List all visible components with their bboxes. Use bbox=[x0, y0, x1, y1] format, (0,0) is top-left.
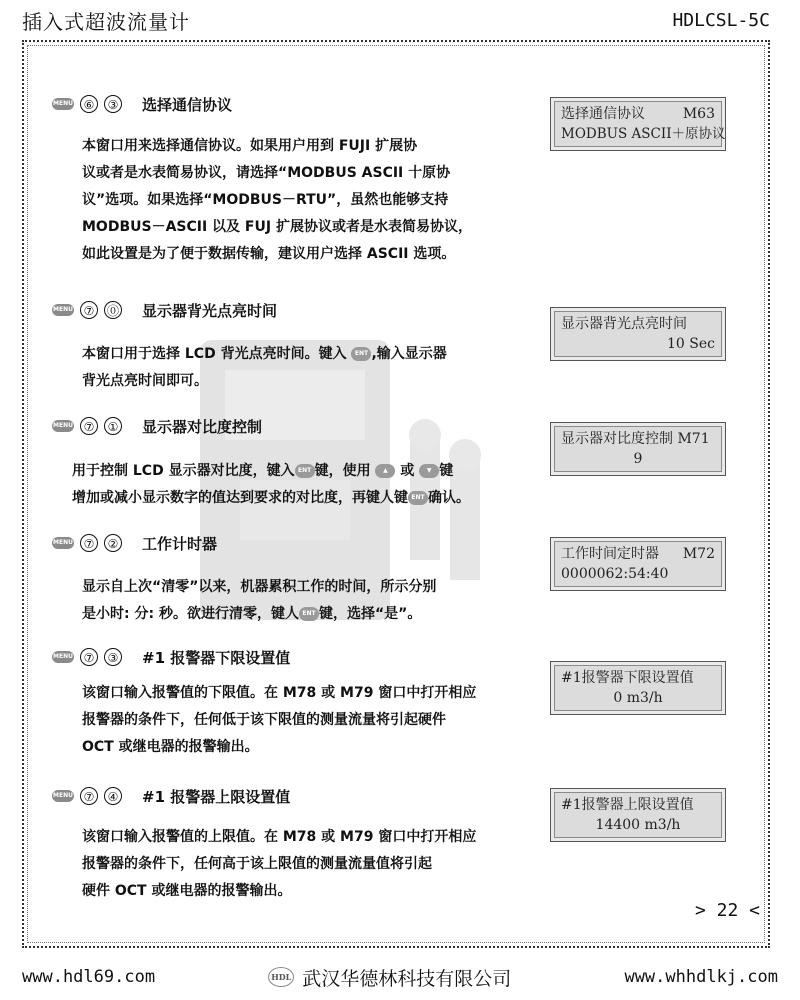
section-title: 选择通信协议 bbox=[142, 95, 233, 114]
desc-text: 增加或减小显示数字的值达到要求的对比度，再键人键 bbox=[72, 490, 408, 506]
desc-line: 议或者是水表简易协议，请选择“MODBUS ASCII 十原协 bbox=[82, 165, 451, 181]
section-description bbox=[82, 680, 476, 761]
lcd-line: 工作时间定时器 bbox=[561, 546, 659, 562]
desc-text: 本窗口用于选择 LCD 背光点亮时间。键入 bbox=[82, 346, 347, 362]
section-description bbox=[82, 133, 472, 268]
section-title: #1 报警器下限设置值 bbox=[142, 648, 291, 667]
section-title: 显示器背光点亮时间 bbox=[142, 301, 278, 320]
digit-7: ⑦ bbox=[80, 534, 98, 552]
digit-0: ⓪ bbox=[104, 301, 122, 319]
section-title: #1 报警器上限设置值 bbox=[142, 787, 291, 806]
footer bbox=[0, 962, 800, 992]
section-head-m73 bbox=[52, 645, 290, 669]
ent-key-icon: ENT bbox=[408, 491, 428, 505]
desc-line: 该窗口输入报警值的下限值。在 M78 或 M79 窗口中打开相应 bbox=[82, 685, 477, 701]
company-name: 武汉华德林科技有限公司 bbox=[302, 967, 512, 990]
desc-line: 硬件 OCT 或继电器的报警输出。 bbox=[82, 883, 292, 899]
section-title: 显示器对比度控制 bbox=[142, 417, 263, 436]
section-description bbox=[82, 341, 447, 395]
digit-7: ⑦ bbox=[80, 301, 98, 319]
desc-text: ,输入显示器 bbox=[371, 346, 447, 362]
lcd-window-code: M63 bbox=[682, 106, 715, 122]
digit-3: ③ bbox=[104, 95, 122, 113]
desc-text: 用于控制 LCD 显示器对比度，键入 bbox=[72, 463, 295, 479]
ent-key-icon: ENT bbox=[295, 464, 315, 478]
desc-line: 该窗口输入报警值的上限值。在 M78 或 M79 窗口中打开相应 bbox=[82, 829, 477, 845]
desc-line: 议”选项。如果选择“MODBUS－RTU”，虽然也能够支持 bbox=[82, 192, 449, 208]
company-logo-icon: HDL bbox=[268, 967, 294, 987]
lcd-display-m71 bbox=[550, 422, 726, 476]
digit-1: ① bbox=[104, 417, 122, 435]
section-description bbox=[82, 824, 476, 905]
lcd-display-m74 bbox=[550, 788, 726, 842]
digit-7: ⑦ bbox=[80, 417, 98, 435]
lcd-line: 9 bbox=[633, 451, 643, 467]
ent-key-icon: ENT bbox=[351, 347, 371, 361]
section-description bbox=[72, 458, 470, 512]
desc-text: 键，选择“是”。 bbox=[318, 606, 422, 622]
menu-key-icon: MENU bbox=[52, 537, 74, 549]
digit-7: ⑦ bbox=[80, 787, 98, 805]
lcd-line: #1报警器下限设置值 bbox=[561, 670, 694, 686]
desc-text: 确认。 bbox=[428, 490, 470, 506]
menu-key-icon: MENU bbox=[52, 98, 74, 110]
lcd-display-m72 bbox=[550, 537, 726, 591]
lcd-line: 0000062:54:40 bbox=[561, 566, 669, 582]
digit-4: ④ bbox=[104, 787, 122, 805]
lcd-line: 显示器背光点亮时间 bbox=[561, 316, 687, 332]
desc-line: 本窗口用来选择通信协议。如果用户用到 FUJI 扩展协 bbox=[82, 138, 418, 154]
lcd-window-code: M72 bbox=[682, 546, 715, 562]
lcd-line: MODBUS ASCII＋原协议 bbox=[561, 126, 726, 142]
menu-key-icon: MENU bbox=[52, 651, 74, 663]
down-key-icon: ▼ bbox=[419, 464, 439, 478]
menu-key-icon: MENU bbox=[52, 420, 74, 432]
digit-2: ② bbox=[104, 534, 122, 552]
page-number: > 22 < bbox=[694, 900, 760, 921]
lcd-line: 10 Sec bbox=[667, 336, 715, 352]
lcd-line: #1报警器上限设置值 bbox=[561, 797, 694, 813]
digit-7: ⑦ bbox=[80, 648, 98, 666]
desc-text: 或 bbox=[400, 463, 415, 479]
lcd-display-m73 bbox=[550, 661, 726, 715]
desc-line: 背光点亮时间即可。 bbox=[82, 373, 208, 389]
desc-line: 如此设置是为了便于数据传输，建议用户选择 ASCII 选项。 bbox=[82, 246, 456, 262]
lcd-line: 选择通信协议 bbox=[561, 106, 645, 122]
ent-key-icon: ENT bbox=[299, 607, 319, 621]
desc-line: 报警器的条件下，任何低于该下限值的测量流量将引起硬件 bbox=[82, 712, 446, 728]
lcd-line: 14400 m3/h bbox=[595, 817, 681, 833]
section-head-m74 bbox=[52, 784, 290, 808]
desc-text: 键 bbox=[439, 463, 454, 479]
footer-company bbox=[268, 964, 511, 991]
desc-line: OCT 或继电器的报警输出。 bbox=[82, 739, 259, 755]
lcd-line: 0 m3/h bbox=[613, 690, 663, 706]
lcd-display-m63 bbox=[550, 97, 726, 151]
menu-key-icon: MENU bbox=[52, 790, 74, 802]
section-head-m63 bbox=[52, 92, 232, 116]
section-head-m70 bbox=[52, 298, 277, 322]
document-title: 插入式超波流量计 bbox=[22, 10, 190, 34]
desc-line: MODBUS－ASCII 以及 FUJ 扩展协议或者是水表简易协议， bbox=[82, 219, 472, 235]
lcd-line: 显示器对比度控制 M71 bbox=[561, 431, 710, 447]
footer-url-right[interactable]: www.whhdlkj.com bbox=[624, 967, 778, 987]
menu-key-icon: MENU bbox=[52, 304, 74, 316]
section-head-m71 bbox=[52, 414, 262, 438]
digit-6: ⑥ bbox=[80, 95, 98, 113]
digit-3: ③ bbox=[104, 648, 122, 666]
section-description bbox=[82, 574, 436, 628]
section-head-m72 bbox=[52, 531, 217, 555]
desc-line: 报警器的条件下，任何高于该上限值的测量流量值将引起 bbox=[82, 856, 432, 872]
desc-line: 显示自上次“清零”以来，机器累积工作的时间，所示分别 bbox=[82, 579, 437, 595]
footer-url-left[interactable]: www.hdl69.com bbox=[22, 967, 156, 987]
section-title: 工作计时器 bbox=[142, 534, 218, 553]
up-key-icon: ▲ bbox=[375, 464, 395, 478]
lcd-display-m70 bbox=[550, 307, 726, 361]
model-number: HDLCSL-5C bbox=[672, 10, 770, 31]
desc-text: 是小时: 分: 秒。欲进行清零，键人 bbox=[82, 606, 299, 622]
desc-text: 键，使用 bbox=[314, 463, 371, 479]
